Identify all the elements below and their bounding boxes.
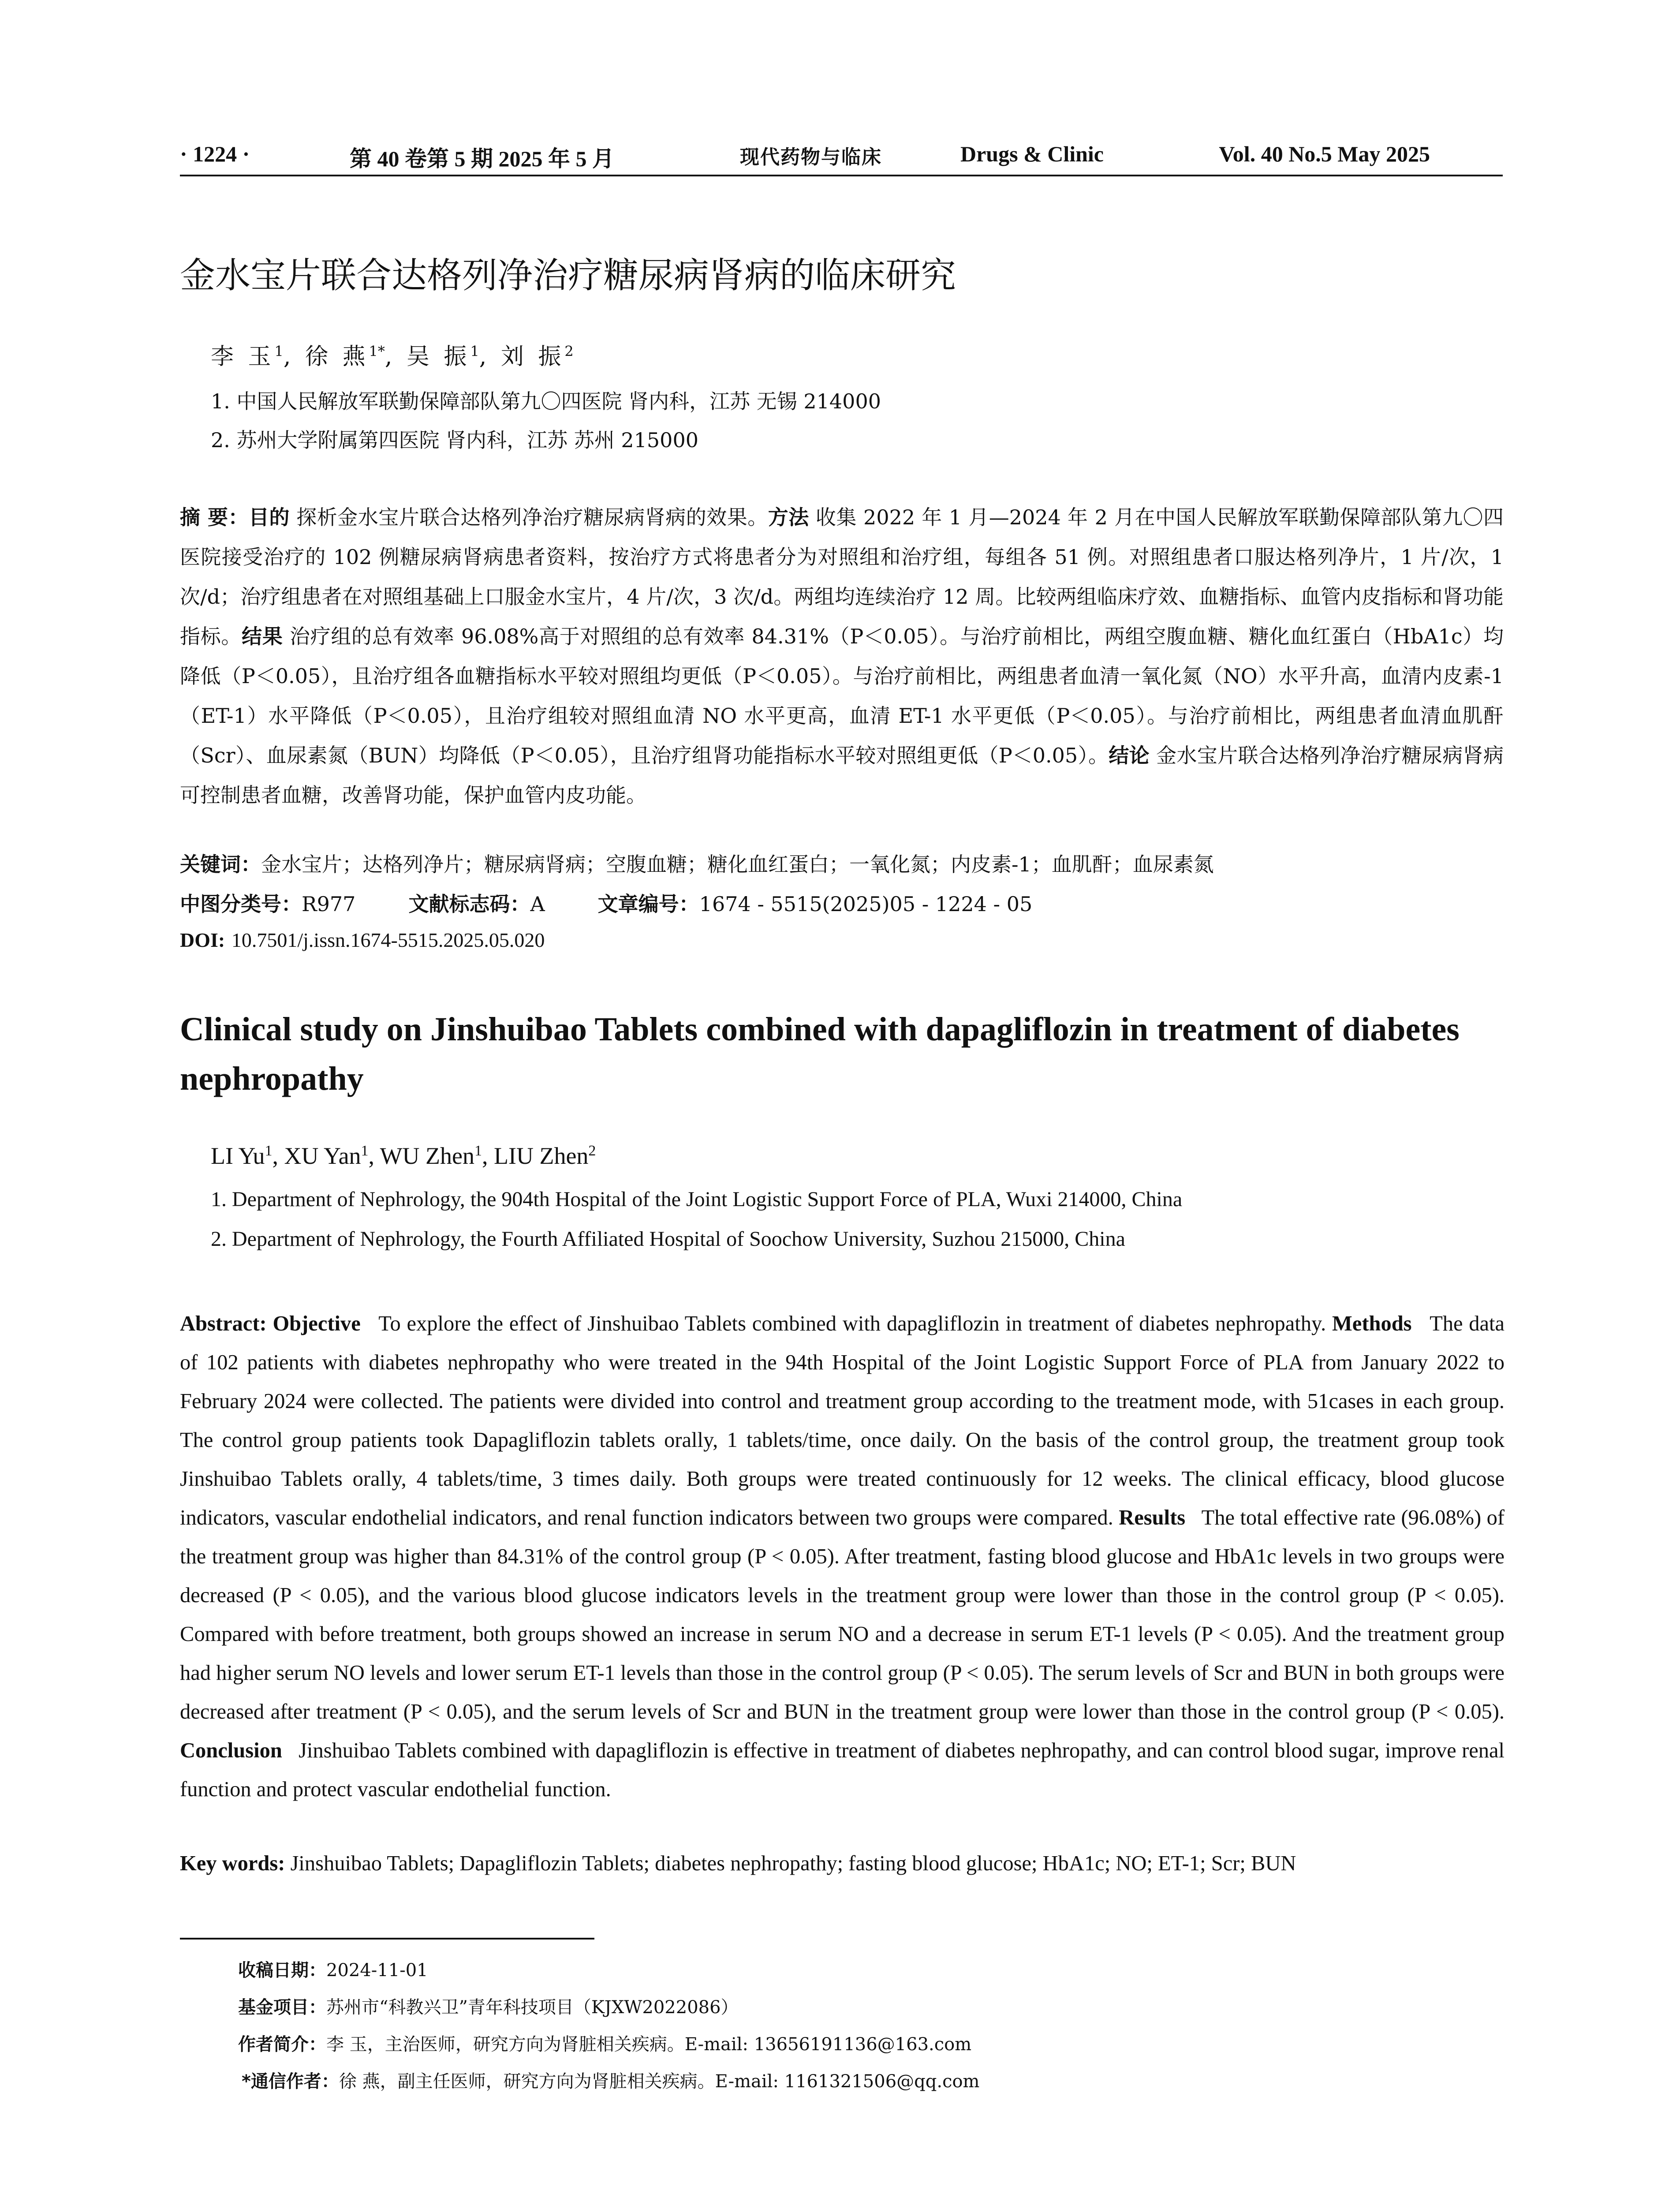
author-name: 刘 振 (500, 344, 565, 370)
keywords-value: 金水宝片；达格列净片；糖尿病肾病；空腹血糖；糖化血红蛋白；一氧化氮；内皮素-1；血肌酐；血尿素氮 (261, 852, 1214, 876)
author-affiliation-mark: 1 (274, 343, 284, 360)
footnote-label: 基金项目： (238, 1997, 326, 2018)
doc-code-label: 文献标志码： (408, 892, 530, 916)
keywords-label-en: Key words: (180, 1852, 285, 1875)
abstract-en (180, 1304, 1505, 1809)
author-affiliation-mark: 1 (474, 1143, 482, 1159)
author-list-en: LI Yu$^1$, XU Yan$^1$, WU Zhen$^1$, LIU Zhen$^2$ (211, 1143, 596, 1169)
footnote-corresponding-author (242, 2067, 979, 2093)
clc-value: R977 (302, 892, 356, 916)
author-name: 徐 燕 (305, 344, 369, 370)
footnote-label: *通信作者： (242, 2071, 339, 2092)
objective-label-en: Objective (273, 1312, 361, 1335)
author-name: LI Yu (211, 1143, 265, 1169)
affiliation-en: 2. Department of Nephrology, the Fourth Affiliated Hospital of Soochow University, Suzhou 215000, China (211, 1227, 1125, 1251)
volume-info-en: Vol. 40 No.5 May 2025 (1219, 142, 1430, 166)
methods-label: 方法 (768, 505, 809, 529)
article-no-value: 1674 - 5515(2025)05 - 1224 - 05 (699, 892, 1033, 916)
conclusion-text-en: Jinshuibao Tablets combined with dapagliflozin is effective in treatment of diabetes nephropathy, and can control blood sugar, improve renal function and protect vascular endothelial function. (180, 1739, 1505, 1801)
author-list-cn: 李 玉$^1$, 徐 燕$^{1*}$, 吴 振$^1$, 刘 振$^2$ (211, 343, 574, 370)
author-affiliation-mark: 2 (564, 343, 574, 360)
running-header (180, 140, 1503, 176)
methods-text-en: The data of 102 patients with diabetes nephropathy who were treated in the 94th Hospital of the Joint Logistic Support Force of PLA from January 2022 to February 2024 were collected. The patients were divided into control and treatment group according to the treatment mode, with 51cases in each group. The control group patients took Dapagliflozin tablets orally, 1 tablets/time, once daily. On the basis of the control group, the treatment group took Jinshuibao Tablets orally, 4 tablets/time, 3 times daily. Both groups were treated continuously for 12 weeks. The clinical efficacy, blood glucose indicators, vascular endothelial indicators, and renal function indicators between two groups were compared. (180, 1312, 1505, 1529)
journal-name-en: Drugs & Clinic (960, 142, 1104, 166)
footnote-value: 苏州市“科教兴卫”青年科技项目（KJXW2022086） (326, 1997, 739, 2018)
doc-code-value: A (530, 892, 545, 916)
author-name: LIU Zhen (494, 1143, 589, 1169)
methods-label-en: Methods (1332, 1312, 1412, 1335)
abstract-label: 摘 要： (180, 505, 249, 529)
results-label: 结果 (242, 624, 283, 648)
footnote-value: 2024-11-01 (326, 1960, 428, 1981)
author-name: 吴 振 (406, 344, 470, 370)
keywords-value-en: Jinshuibao Tablets; Dapagliflozin Tablets; diabetes nephropathy; fasting blood glucose; HbA1c; NO; ET-1; Scr; BUN (290, 1852, 1296, 1875)
doi-line (180, 928, 545, 952)
footnote-funding (238, 1993, 739, 2018)
author-affiliation-mark: 2 (588, 1143, 596, 1159)
keywords-label: 关键词： (180, 852, 261, 876)
issue-info: 第 40 卷第 5 期 2025 年 5 月 (350, 146, 614, 171)
footnote-divider (180, 1938, 594, 1940)
author-affiliation-mark: 1* (369, 343, 385, 360)
author-affiliation-mark: 1 (470, 343, 479, 360)
affiliation-en: 1. Department of Nephrology, the 904th Hospital of the Joint Logistic Support Force of PLA, Wuxi 214000, China (211, 1188, 1183, 1211)
article-no-label: 文章编号： (597, 892, 699, 916)
conclusion-label-en: Conclusion (180, 1739, 282, 1762)
page-number: · 1224 · (180, 142, 250, 166)
footnote-author-bio (238, 2030, 971, 2056)
footnote-label: 收稿日期： (238, 1960, 326, 1981)
objective-label: 目的 (249, 505, 290, 529)
keywords-en (180, 1851, 1296, 1876)
classification-line (180, 888, 1085, 917)
article-title-cn: 金水宝片联合达格列净治疗糖尿病肾病的临床研究 (180, 255, 956, 296)
author-name: WU Zhen (380, 1143, 474, 1169)
journal-name-cn: 现代药物与临床 (740, 146, 882, 168)
footnote-label: 作者简介： (238, 2034, 326, 2055)
author-affiliation-mark: 1 (265, 1143, 273, 1159)
author-name: XU Yan (284, 1143, 361, 1169)
methods-text: 收集 2022 年 1 月—2024 年 2 月在中国人民解放军联勤保障部队第九〇四医院接受治疗的 102 例糖尿病肾病患者资料，按治疗方式将患者分为对照组和治疗组，每组各 51 例。对照组患者口服达格列净片，1 片/次，1 次/d；治疗组患者在对照组基础上口服金水宝片，4 片/次，3 次/d。两组均连续治疗 12 周。比较两组临床疗效、血糖指标、血管内皮指标和肾功能指标。 (180, 505, 1504, 648)
results-label-en: Results (1119, 1506, 1186, 1529)
article-title-en: Clinical study on Jinshuibao Tablets combined with dapagliflozin in treatment of diabetes nephropathy (180, 1011, 1460, 1097)
results-text-en: The total effective rate (96.08%) of the treatment group was higher than 84.31% of the control group (P < 0.05). After treatment, fasting blood glucose and HbA1c levels in two groups were decreased (P < 0.05), and the various blood glucose indicators levels in the treatment group were lower than those in the control group (P < 0.05). Compared with before treatment, both groups showed an increase in serum NO and a decrease in serum ET-1 levels (P < 0.05). And the treatment group had higher serum NO levels and lower serum ET-1 levels than those in the control group (P < 0.05). The serum levels of Scr and BUN in both groups were decreased after treatment (P < 0.05), and the serum levels of Scr and BUN in the treatment group were lower than those in the control group (P < 0.05). (180, 1506, 1505, 1723)
doi-link[interactable]: 10.7501/j.issn.1674-5515.2025.05.020 (231, 929, 545, 951)
conclusion-label: 结论 (1109, 744, 1150, 767)
abstract-label-en: Abstract: (180, 1312, 267, 1335)
conclusion-text: 金水宝片联合达格列净治疗糖尿病肾病可控制患者血糖，改善肾功能，保护血管内皮功能。 (180, 744, 1504, 807)
doi-label: DOI: (180, 929, 225, 951)
author-affiliation-mark: 1 (361, 1143, 369, 1159)
footnote-received (238, 1956, 428, 1981)
affiliation-cn: 2. 苏州大学附属第四医院 肾内科，江苏 苏州 215000 (211, 428, 698, 452)
footnote-value: 徐 燕，副主任医师，研究方向为肾脏相关疾病。E-mail: 1161321506@qq.com (339, 2071, 980, 2092)
affiliation-cn: 1. 中国人民解放军联勤保障部队第九〇四医院 肾内科，江苏 无锡 214000 (211, 389, 881, 413)
keywords-cn (180, 848, 1214, 878)
results-text: 治疗组的总有效率 96.08%高于对照组的总有效率 84.31%（P＜0.05）。与治疗前相比，两组空腹血糖、糖化血红蛋白（HbA1c）均降低（P＜0.05），且治疗组各血糖指标水平较对照组均更低（P＜0.05）。与治疗前相比，两组患者血清一氧化氮（NO）水平升高，血清内皮素-1（ET-1）水平降低（P＜0.05），且治疗组较对照组血清 NO 水平更高，血清 ET-1 水平更低（P＜0.05）。与治疗前相比，两组患者血清血肌酐（Scr）、血尿素氮（BUN）均降低（P＜0.05），且治疗组肾功能指标水平较对照组更低（P＜0.05）。 (180, 624, 1504, 767)
objective-text-en: To explore the effect of Jinshuibao Tablets combined with dapagliflozin in treatment of diabetes nephropathy. (378, 1312, 1326, 1335)
footnote-value: 李 玉，主治医师，研究方向为肾脏相关疾病。E-mail: 13656191136@163.com (326, 2034, 972, 2055)
clc-label: 中图分类号： (180, 892, 302, 916)
abstract-cn (180, 497, 1504, 815)
author-name: 李 玉 (211, 344, 275, 370)
objective-text: 探析金水宝片联合达格列净治疗糖尿病肾病的效果。 (296, 505, 768, 529)
